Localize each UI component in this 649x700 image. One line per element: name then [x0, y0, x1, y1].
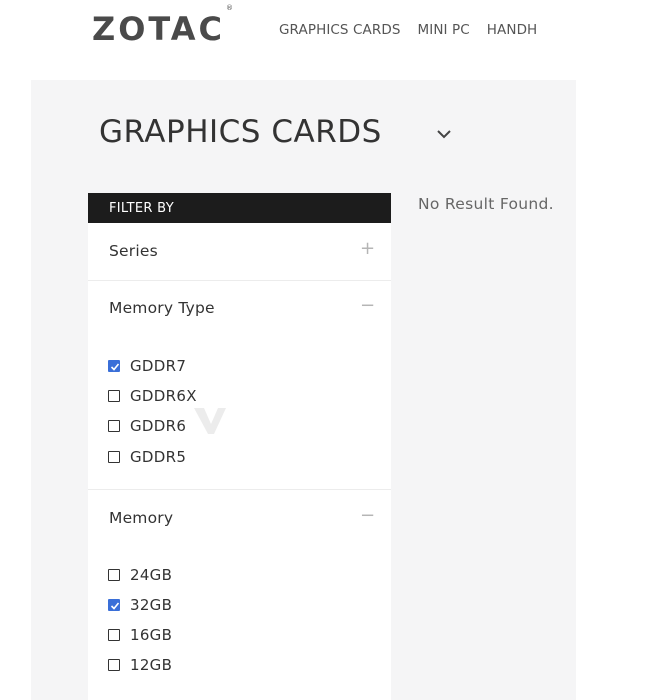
option-label: GDDR6	[130, 417, 187, 435]
no-result-message: No Result Found.	[418, 195, 554, 213]
zotac-logo[interactable]	[92, 4, 233, 48]
option-gddr6x[interactable]	[108, 387, 197, 405]
main-nav	[279, 19, 576, 39]
checkbox[interactable]	[108, 569, 120, 581]
option-label: 12GB	[130, 656, 173, 674]
option-label: GDDR5	[130, 448, 187, 466]
checkbox[interactable]	[108, 420, 120, 432]
option-label: 24GB	[130, 566, 173, 584]
option-gddr6[interactable]	[108, 417, 186, 435]
checkbox[interactable]	[108, 659, 120, 671]
collapse-minus-icon[interactable]: −	[360, 295, 376, 316]
divider	[88, 280, 391, 281]
option-label: GDDR6X	[130, 387, 197, 405]
expand-plus-icon[interactable]: +	[360, 238, 376, 259]
site-header	[0, 0, 649, 80]
checkbox[interactable]	[108, 629, 120, 641]
filter-section-memory-type-title[interactable]: Memory Type	[109, 299, 215, 317]
checkbox[interactable]	[108, 390, 120, 402]
nav-item-graphics-cards[interactable]: GRAPHICS CARDS	[279, 22, 401, 38]
divider	[88, 489, 391, 490]
option-gddr7[interactable]	[108, 357, 186, 375]
collapse-minus-icon[interactable]: −	[360, 505, 376, 526]
filter-section-memory-title[interactable]: Memory	[109, 509, 174, 527]
option-16gb[interactable]	[108, 626, 172, 644]
option-12gb[interactable]	[108, 656, 172, 674]
option-32gb[interactable]	[108, 596, 172, 614]
filter-header-label: FILTER BY	[109, 201, 174, 216]
chevron-down-icon[interactable]	[435, 127, 453, 141]
nav-item-mini-pc[interactable]: MINI PC	[417, 22, 470, 38]
checkbox-checked[interactable]	[108, 599, 120, 611]
checkbox-checked[interactable]	[108, 360, 120, 372]
page-title[interactable]: GRAPHICS CARDS	[99, 114, 382, 150]
option-24gb[interactable]	[108, 566, 172, 584]
filter-header	[88, 193, 391, 223]
option-label: GDDR7	[130, 357, 187, 375]
filter-section-series-title[interactable]: Series	[109, 242, 158, 260]
nav-item-handheld[interactable]: HANDH	[486, 22, 538, 38]
option-gddr5[interactable]	[108, 448, 186, 466]
checkbox[interactable]	[108, 451, 120, 463]
logo-text: ZOTAC	[92, 10, 225, 48]
option-label: 16GB	[130, 626, 173, 644]
option-label: 32GB	[130, 596, 173, 614]
filter-panel	[88, 193, 391, 700]
watermark-icon	[190, 400, 230, 440]
registered-mark: ®	[226, 4, 233, 13]
